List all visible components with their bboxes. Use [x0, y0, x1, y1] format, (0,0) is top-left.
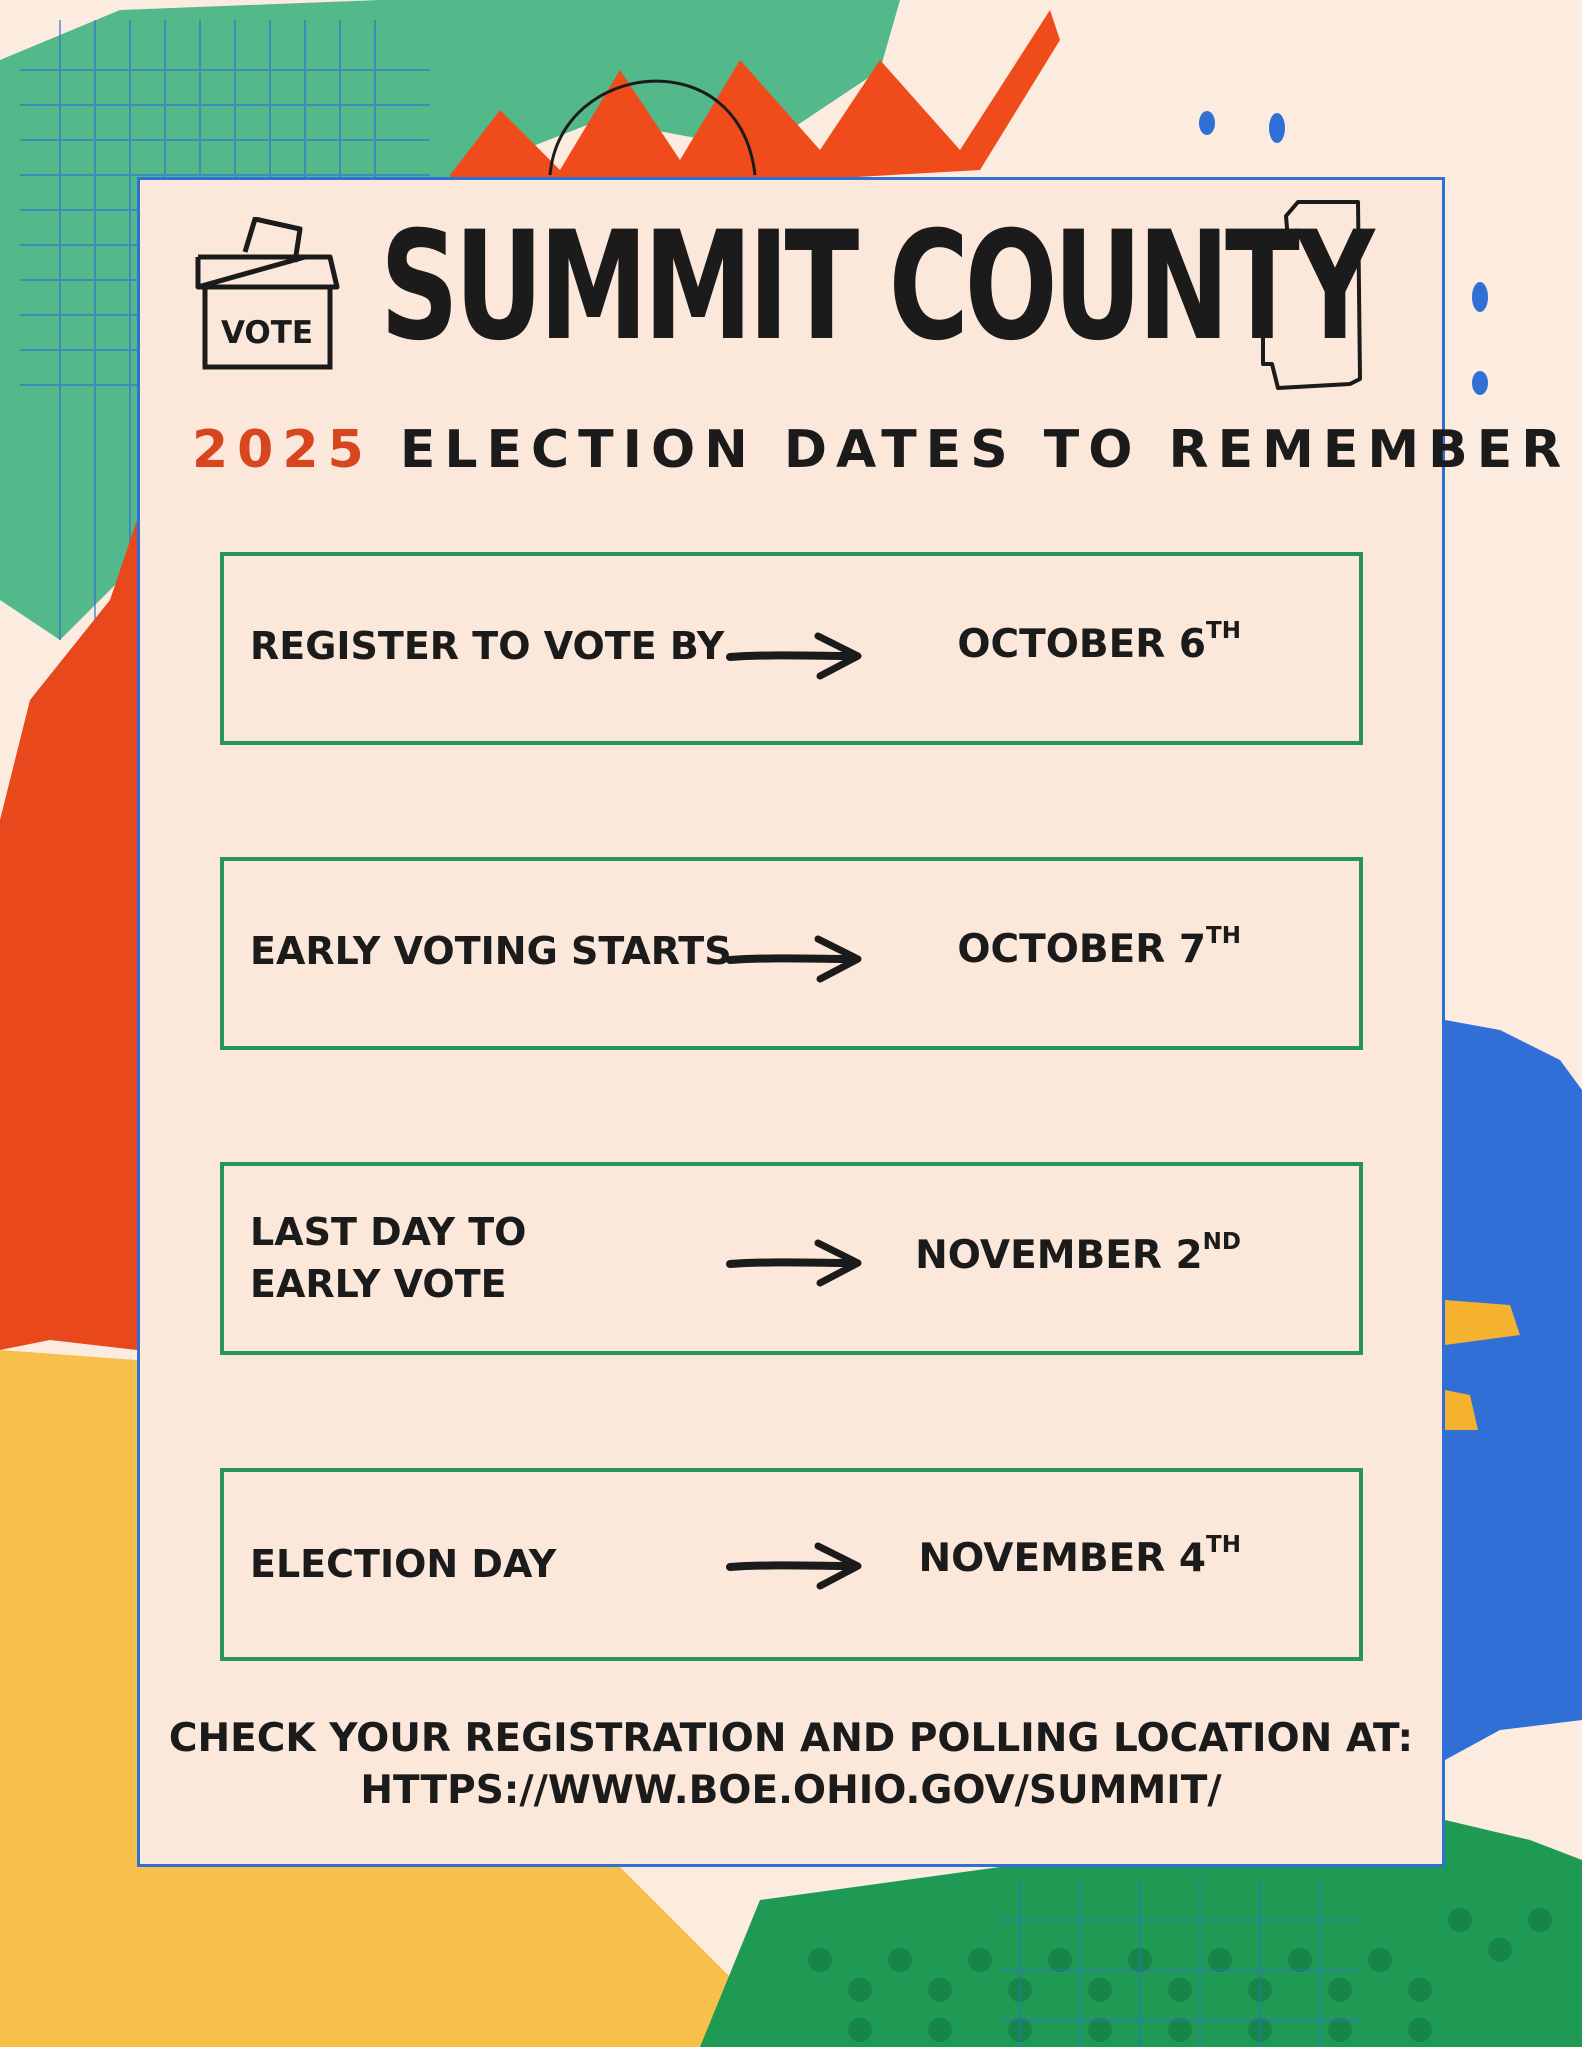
registration-link[interactable]: HTTPS://WWW.BOE.OHIO.GOV/SUMMIT/ — [360, 1768, 1222, 1813]
subtitle-year: 2025 — [192, 420, 373, 480]
ballot-box-label: VOTE — [220, 315, 314, 351]
arrow-icon — [726, 1233, 866, 1293]
event-date: OCTOBER 7TH — [957, 923, 1241, 972]
event-label: REGISTER TO VOTE BY — [250, 624, 725, 668]
page-subtitle — [192, 420, 1571, 480]
flyer-card — [137, 177, 1571, 1867]
subtitle-text: ELECTION DATES TO REMEMBER — [399, 420, 1571, 480]
arrow-icon — [726, 929, 866, 989]
county-outline-icon — [1258, 194, 1368, 404]
event-label: LAST DAY TO EARLY VOTE — [250, 1210, 527, 1306]
footer-note — [140, 1713, 1442, 1817]
event-date: NOVEMBER 2ND — [915, 1229, 1241, 1278]
ballot-box-icon — [195, 217, 340, 372]
date-box-early-voting — [220, 857, 1363, 1050]
date-box-last-early-vote — [220, 1162, 1363, 1355]
event-date: NOVEMBER 4TH — [918, 1532, 1241, 1581]
event-date: OCTOBER 6TH — [957, 618, 1241, 667]
date-box-election-day — [220, 1468, 1363, 1661]
arrow-icon — [726, 1536, 866, 1596]
event-label: ELECTION DAY — [250, 1542, 557, 1586]
arrow-icon — [726, 626, 866, 686]
date-box-register — [220, 552, 1363, 745]
footer-line: CHECK YOUR REGISTRATION AND POLLING LOCATION AT: — [168, 1716, 1414, 1761]
flyer-header — [140, 180, 1571, 480]
event-label: EARLY VOTING STARTS — [250, 929, 732, 973]
page-title: SUMMIT COUNTY — [380, 200, 1371, 374]
